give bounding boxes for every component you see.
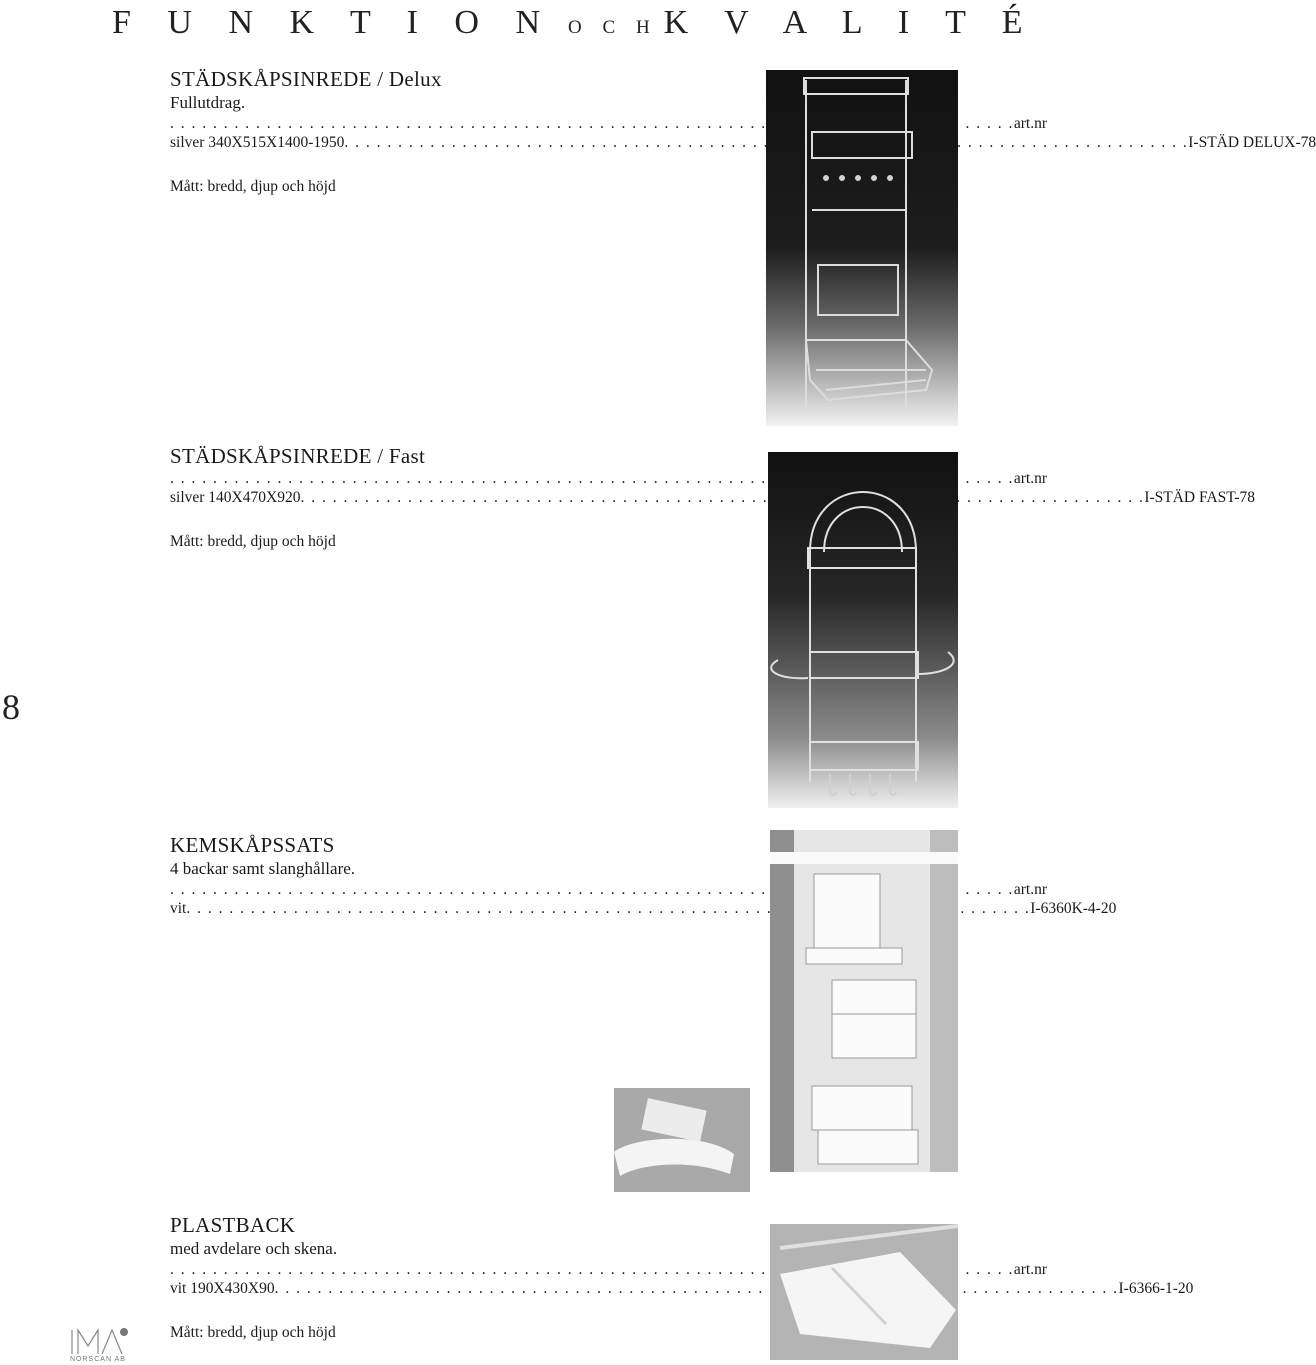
logo-subtitle: NORSCAN AB [70,1356,126,1363]
photo-plastback [770,1224,958,1360]
header-word-och: O C H [568,17,658,38]
artnr-label: art.nr [1013,881,1048,898]
header-word-kvalite: K V A L I T É [663,4,1037,41]
artnr-row [170,469,1048,488]
artnr-label: art.nr [1013,470,1048,487]
article-number: I-6366-1-20 [1118,1280,1194,1297]
artnr-label: art.nr [1013,115,1048,132]
product-description: 4 backar samt slanghållare. [170,859,356,878]
product-description: med avdelare och skena. [170,1239,338,1258]
page-header [112,4,1037,44]
variant-label: vit 190X430X90 [170,1280,275,1297]
product-title: STÄDSKÅPSINREDE / Delux [170,67,442,91]
photo-fast-rack [768,452,958,808]
photo-kemskap-cabinet [770,830,958,1172]
variant-row [170,1279,1194,1298]
measure-note: Mått: bredd, djup och höjd [170,1324,336,1341]
variant-label: vit [170,900,187,917]
article-number: I-6360K-4-20 [1030,900,1117,917]
photo-rail [614,1088,750,1192]
variant-row [170,899,1117,918]
measure-note: Mått: bredd, djup och höjd [170,178,336,195]
artnr-row [170,1260,1048,1279]
artnr-row [170,880,1048,899]
variant-row [170,488,1255,507]
artnr-row [170,114,1048,133]
variant-label: silver 340X515X1400-1950 [170,134,345,151]
product-fast [170,443,1255,551]
product-delux [170,66,1316,196]
product-kemskap [170,832,1117,918]
variant-label: silver 140X470X920 [170,489,301,506]
artnr-label: art.nr [1013,1261,1048,1278]
product-title: STÄDSKÅPSINREDE / Fast [170,444,426,468]
article-number: I-STÄD FAST-78 [1144,489,1255,506]
header-word-funktion: F U N K T I O N [112,4,555,41]
product-description: Fullutdrag. [170,93,246,112]
variant-row [170,133,1316,152]
product-title: PLASTBACK [170,1213,296,1237]
article-number: I-STÄD DELUX-78 [1188,134,1316,151]
photo-delux-rack [766,70,958,426]
product-plastback [170,1212,1194,1342]
product-title: KEMSKÅPSSATS [170,833,335,857]
measure-note: Mått: bredd, djup och höjd [170,533,336,550]
page-number: 8 [2,687,20,727]
